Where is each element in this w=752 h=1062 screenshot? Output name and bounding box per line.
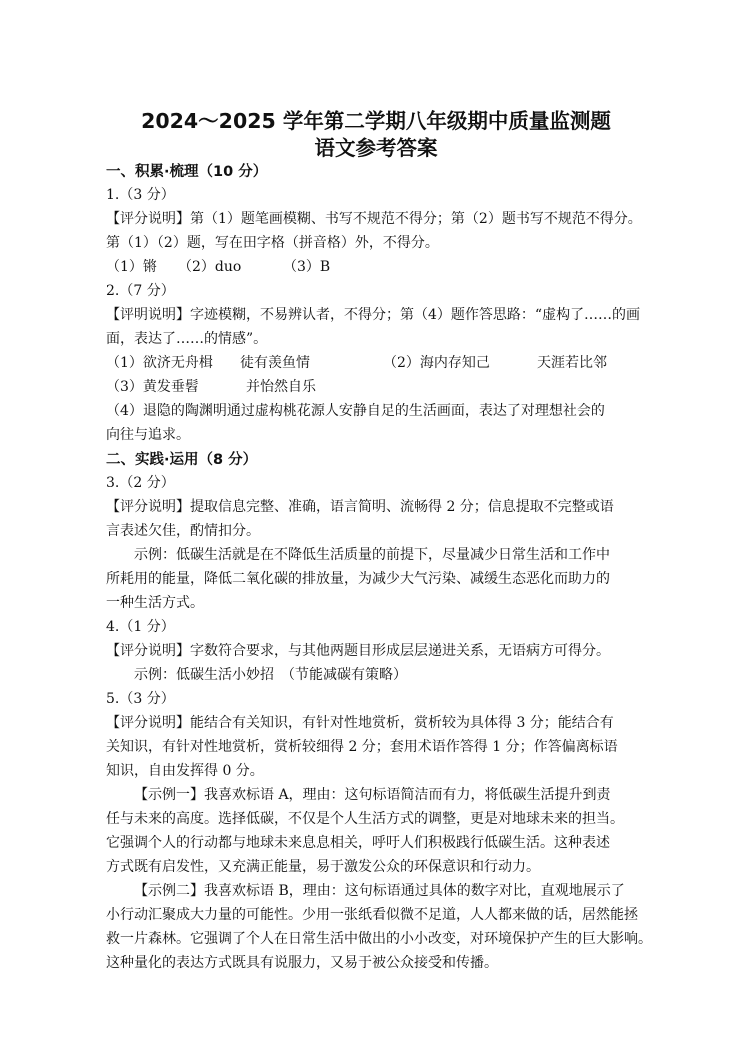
document-title: 2024～2025 学年第二学期八年级期中质量监测题 bbox=[141, 109, 611, 133]
question-number: 3.（2 分） bbox=[106, 475, 175, 491]
section-heading: 一、积累·梳理（10 分） bbox=[106, 164, 268, 180]
answer-item: 并怡然自乐 bbox=[246, 379, 316, 395]
scoring-note: 言表述欠佳，酌情扣分。 bbox=[106, 523, 260, 539]
scoring-note: 面，表达了……的情感”。 bbox=[106, 331, 268, 347]
scoring-note: 【评明说明】字迹模糊，不易辨认者，不得分；第（4）题作答思路：“虚构了……的画 bbox=[106, 307, 641, 323]
answer-item: （2）海内存知己 bbox=[383, 355, 490, 371]
answer-item: 徒有羡鱼情 bbox=[240, 355, 310, 371]
answer-item: （3）黄发垂髫 bbox=[106, 379, 199, 395]
example-answer: 小行动汇聚成大力量的可能性。少用一张纸看似微不足道，人人都来做的话，居然能拯 bbox=[106, 907, 638, 923]
answer-item: （1）锵 bbox=[106, 259, 157, 275]
example-answer: 一种生活方式。 bbox=[106, 595, 204, 611]
document-subtitle: 语文参考答案 bbox=[314, 136, 438, 160]
scoring-note: 第（1）（2）题，写在田字格（拼音格）外，不得分。 bbox=[106, 235, 439, 251]
section-heading: 二、实践·运用（8 分） bbox=[106, 452, 258, 468]
example-answer: 示例：低碳生活小妙招 （节能减碳有策略） bbox=[134, 667, 407, 683]
example-answer: 所耗用的能量，降低二氧化碳的排放量，为减少大气污染、减缓生态恶化而助力的 bbox=[106, 571, 610, 587]
question-number: 4.（1 分） bbox=[106, 619, 175, 635]
example-answer: 【示例一】我喜欢标语 A，理由：这句标语简洁而有力，将低碳生活提升到责 bbox=[134, 787, 611, 803]
question-number: 1.（3 分） bbox=[106, 187, 175, 203]
scoring-note: 【评分说明】第（1）题笔画模糊、书写不规范不得分；第（2）题书写不规范不得分。 bbox=[106, 211, 642, 227]
example-answer: 【示例二】我喜欢标语 B，理由：这句标语通过具体的数字对比，直观地展示了 bbox=[134, 883, 625, 899]
scoring-note: 【评分说明】字数符合要求，与其他两题目形成层层递进关系，无语病方可得分。 bbox=[106, 643, 610, 659]
question-number: 2.（7 分） bbox=[106, 283, 175, 299]
answer-item: （1）欲济无舟楫 bbox=[106, 355, 213, 371]
example-answer: 这种量化的表达方式既具有说服力，又易于被公众接受和传播。 bbox=[106, 955, 498, 971]
answer-item: （2）duo bbox=[178, 259, 242, 275]
example-answer: 救一片森林。它强调了个人在日常生活中做出的小小改变，对环境保护产生的巨大影响。 bbox=[106, 931, 652, 947]
scoring-note: 【评分说明】提取信息完整、准确，语言简明、流畅得 2 分；信息提取不完整或语 bbox=[106, 499, 614, 515]
scoring-note: 【评分说明】能结合有关知识，有针对性地赏析，赏析较为具体得 3 分；能结合有 bbox=[106, 715, 614, 731]
question-number: 5.（3 分） bbox=[106, 691, 175, 707]
example-answer: 它强调个人的行动都与地球未来息息相关，呼吁人们积极践行低碳生活。这种表述 bbox=[106, 835, 610, 851]
example-answer: 示例：低碳生活就是在不降低生活质量的前提下，尽量减少日常生活和工作中 bbox=[134, 547, 610, 563]
answer-paragraph: 向往与追求。 bbox=[106, 427, 190, 443]
scoring-note: 关知识，有针对性地赏析，赏析较细得 2 分；套用术语作答得 1 分；作答偏离标语 bbox=[106, 739, 618, 755]
answer-item: （3）B bbox=[283, 259, 331, 275]
answer-item: 天涯若比邻 bbox=[537, 355, 607, 371]
example-answer: 任与未来的高度。选择低碳，不仅是个人生活方式的调整，更是对地球未来的担当。 bbox=[106, 811, 624, 827]
answer-paragraph: （4）退隐的陶渊明通过虚构桃花源人安静自足的生活画面，表达了对理想社会的 bbox=[106, 403, 605, 419]
example-answer: 方式既有启发性，又充满正能量，易于激发公众的环保意识和行动力。 bbox=[106, 859, 540, 875]
scoring-note: 知识，自由发挥得 0 分。 bbox=[106, 763, 264, 779]
